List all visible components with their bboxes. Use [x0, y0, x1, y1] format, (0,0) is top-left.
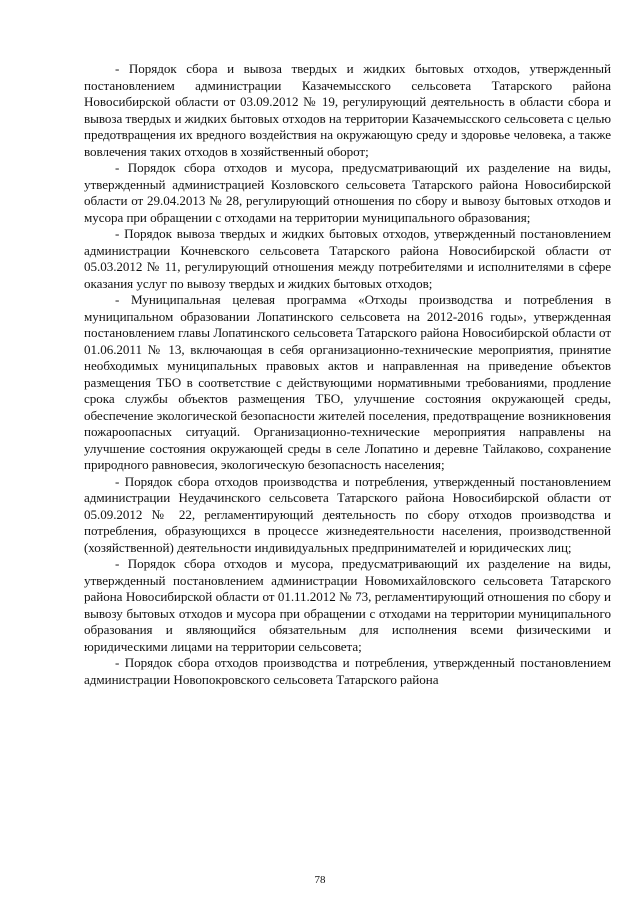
paragraph-novopokrovsky: - Порядок сбора отходов производства и потребления, утвержденный постановлением администрации Новопокровского сельсовета Татарского района [84, 655, 611, 687]
page-number: 78 [314, 874, 326, 886]
document-page [84, 61, 611, 688]
paragraph-neudachinsky: - Порядок сбора отходов производства и потребления, утвержденный постановлением администрации Неудачинского сельсовета Татарского района Новосибирской области от 05.09.2012 № 22, регламентирующий деятельность по сбору отходов производства и потребления, образующихся в процессе жизнедеятельности населения, производственной (хозяйственной) деятельности индивидуальных предпринимателей и юридических лиц; [84, 473, 611, 555]
paragraph-novomikhailovsky: - Порядок сбора отходов и мусора, предусматривающий их разделение на виды, утвержденный постановлением администрации Новомихайловского сельсовета Татарского района Новосибирской области от 01.11.2012 № 73, регламентирующий отношения по сбору и вывозу бытовых отходов и мусора при обращении с отходами на территории муниципального образования и являющийся обязательным для исполнения всеми физическими и юридическими лицами на территории сельсовета; [84, 556, 611, 654]
paragraph-kozlovsky: - Порядок сбора отходов и мусора, предусматривающий их разделение на виды, утвержденный администрацией Козловского сельсовета Татарского района Новосибирской области от 29.04.2013 № 28, регулирующий отношения по сбору и вывозу бытовых отходов и мусора при обращении с отходами на территории муниципального образования; [84, 160, 611, 225]
paragraph-kazachemyssky: - Порядок сбора и вывоза твердых и жидких бытовых отходов, утвержденный постановлением администрации Казачемысского сельсовета Татарского района Новосибирской области от 03.09.2012 № 19, регулирующий деятельность в области сбора и вывоза твердых и жидких бытовых отходов на территории Казачемысского сельсовета с целью предотвращения их вредного воздействия на окружающую среду и здоровье человека, а также вовлечения таких отходов в хозяйственный оборот; [84, 61, 611, 159]
paragraph-lopatinsky: - Муниципальная целевая программа «Отходы производства и потребления в муниципальном образовании Лопатинского сельсовета на 2012-2016 годы», утвержденная постановлением главы Лопатинского сельсовета Татарского района Новосибирской области от 01.06.2011 № 13, включающая в себя организационно-технические мероприятия, принятие необходимых муниципальных правовых актов и направленная на приведение объектов размещения ТБО в соответствие с действующими нормативными требованиями, продление срока службы объектов размещения ТБО, улучшение состояния окружающей среды, обеспечение экологической безопасности жителей поселения, предотвращение возникновения пожароопасных ситуаций. Организационно-технические мероприятия направлены на улучшение состояния окружающей среды в селе Лопатино и деревне Тайлаково, сохранение природного равновесия, экологическую безопасность населения; [84, 292, 611, 472]
paragraph-kochnevsky: - Порядок вывоза твердых и жидких бытовых отходов, утвержденный постановлением администрации Кочневского сельсовета Татарского района Новосибирской области от 05.03.2012 № 11, регулирующий отношения между потребителями и исполнителями в сфере оказания услуг по вывозу твердых и жидких бытовых отходов; [84, 226, 611, 291]
